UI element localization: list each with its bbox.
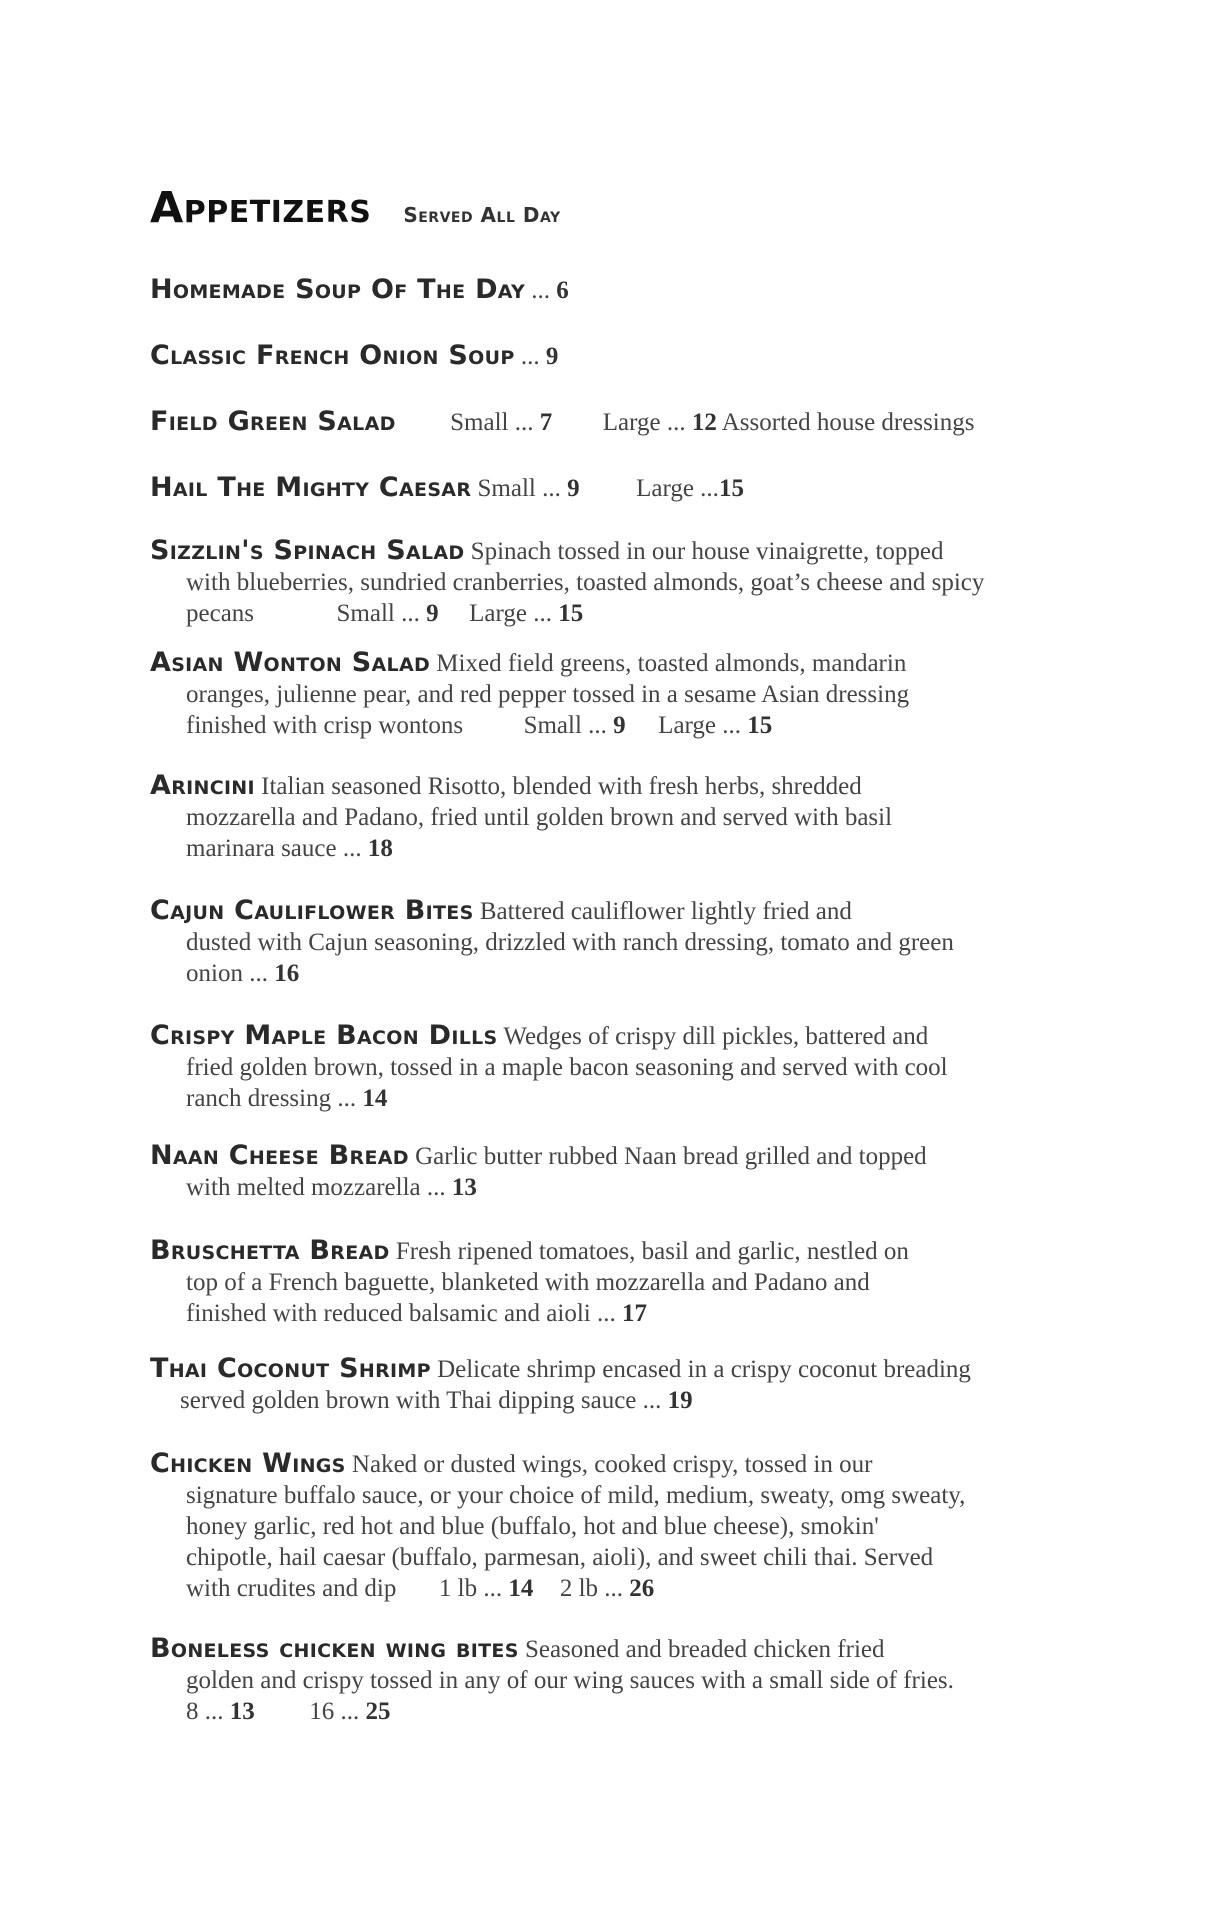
menu-item-chicken-wings: [150, 1448, 1055, 1604]
item-name: Field Green Salad: [150, 406, 396, 437]
option-1-label: 8 ...: [186, 1698, 224, 1725]
item-description: Fresh ripened tomatoes, basil and garlic, nestled on: [395, 1238, 909, 1265]
section-title: Appetizers: [150, 183, 372, 233]
item-description: honey garlic, red hot and blue (buffalo, hot and blue cheese), smokin': [186, 1513, 879, 1540]
large-price: 15: [747, 712, 773, 739]
small-label: Small ...: [523, 712, 607, 739]
item-description: Mixed field greens, toasted almonds, mandarin: [436, 650, 907, 677]
item-description: chipotle, hail caesar (buffalo, parmesan, aioli), and sweet chili thai. Served: [186, 1544, 934, 1571]
large-price: 15: [718, 475, 744, 502]
item-description: finished with crisp wontons: [186, 712, 464, 739]
item-description: Spinach tossed in our house vinaigrette, topped: [470, 538, 944, 565]
menu-item-thai-coconut-shrimp: [150, 1353, 1055, 1416]
option-1-price: 13: [229, 1698, 255, 1725]
large-label: Large ...: [469, 600, 552, 627]
item-description: with blueberries, sundried cranberries, toasted almonds, goat’s cheese and spicy: [186, 569, 985, 596]
menu-item-field-green-salad: [150, 406, 1055, 438]
item-name: Cajun Cauliflower Bites: [150, 895, 474, 926]
item-price: 18: [367, 835, 393, 862]
item-description: with melted mozzarella ...: [186, 1174, 446, 1201]
item-name: Chicken Wings: [150, 1448, 346, 1479]
item-price: 9: [545, 343, 559, 370]
item-description: Battered cauliflower lightly fried and: [479, 898, 852, 925]
item-name: Sizzlin's Spinach Salad: [150, 535, 465, 566]
menu-item-cajun-cauliflower: [150, 895, 1055, 989]
item-name: Boneless chicken wing bites: [150, 1633, 519, 1664]
item-price: 14: [362, 1085, 388, 1112]
item-price: 6: [556, 277, 569, 304]
item-description: Wedges of crispy dill pickles, battered and: [503, 1023, 929, 1050]
item-note: Assorted house dressings: [721, 409, 975, 436]
menu-item-french-onion-soup: [150, 340, 1055, 372]
small-price: 7: [539, 409, 553, 436]
large-label: Large ...: [636, 475, 719, 502]
item-description: ranch dressing ...: [186, 1085, 357, 1112]
item-description: oranges, julienne pear, and red pepper tossed in a sesame Asian dressing: [186, 681, 910, 708]
item-description: fried golden brown, tossed in a maple bacon seasoning and served with cool: [186, 1054, 948, 1081]
option-2-label: 2 lb ...: [559, 1575, 624, 1602]
item-dots: ...: [514, 343, 540, 370]
option-1-label: 1 lb ...: [438, 1575, 503, 1602]
menu-item-arincini: [150, 770, 1055, 864]
item-description: golden and crispy tossed in any of our wing sauces with a small side of fries.: [186, 1667, 954, 1694]
item-price: 19: [667, 1387, 693, 1414]
item-description: served golden brown with Thai dipping sauce ...: [180, 1387, 662, 1414]
menu-item-bruschetta-bread: [150, 1235, 1055, 1329]
option-1-price: 14: [508, 1575, 534, 1602]
item-description: marinara sauce ...: [186, 835, 362, 862]
item-description: mozzarella and Padano, fried until golden brown and served with basil: [186, 804, 893, 831]
item-description: Delicate shrimp encased in a crispy coconut breading: [437, 1356, 971, 1383]
option-2-price: 26: [629, 1575, 655, 1602]
item-name: Arincini: [150, 770, 255, 801]
small-label: Small ...: [336, 600, 420, 627]
item-description: finished with reduced balsamic and aioli ...: [186, 1300, 616, 1327]
item-price: 16: [274, 960, 300, 987]
item-description: signature buffalo sauce, or your choice of mild, medium, sweaty, omg sweaty,: [186, 1482, 966, 1509]
item-dots: ...: [525, 277, 551, 304]
menu-item-caesar: [150, 472, 1055, 504]
large-label: Large ...: [602, 409, 686, 436]
large-label: Large ...: [658, 712, 742, 739]
item-description: Seasoned and breaded chicken fried: [524, 1636, 885, 1663]
item-description: top of a French baguette, blanketed with mozzarella and Padano and: [186, 1269, 870, 1296]
item-name: Hail The Mighty Caesar: [150, 472, 472, 503]
menu-item-naan-cheese-bread: [150, 1140, 1055, 1203]
item-name: Bruschetta Bread: [150, 1235, 390, 1266]
small-price: 9: [567, 475, 580, 502]
item-name: Homemade Soup Of The Day: [150, 274, 526, 305]
small-price: 9: [426, 600, 439, 627]
menu-item-homemade-soup: [150, 274, 1055, 306]
item-name: Crispy Maple Bacon Dills: [150, 1020, 498, 1051]
option-2-price: 25: [365, 1698, 391, 1725]
large-price: 12: [691, 409, 717, 436]
large-price: 15: [558, 600, 584, 627]
section-header: [150, 183, 561, 233]
small-label: Small ...: [450, 409, 534, 436]
small-price: 9: [613, 712, 626, 739]
menu-item-maple-bacon-dills: [150, 1020, 1055, 1114]
item-description: dusted with Cajun seasoning, drizzled with ranch dressing, tomato and green: [186, 929, 954, 956]
option-2-label: 16 ...: [309, 1698, 360, 1725]
item-name: Naan Cheese Bread: [150, 1140, 409, 1171]
item-name: Asian Wonton Salad: [150, 647, 431, 678]
item-price: 13: [451, 1174, 477, 1201]
menu-item-boneless-wing-bites: [150, 1633, 1055, 1727]
item-description: Garlic butter rubbed Naan bread grilled and topped: [415, 1143, 927, 1170]
section-subtitle: Served All Day: [403, 203, 561, 227]
item-description: Naked or dusted wings, cooked crispy, tossed in our: [351, 1451, 873, 1478]
item-name: Thai Coconut Shrimp: [150, 1353, 431, 1384]
menu-item-spinach-salad: [150, 535, 1055, 629]
menu-item-asian-wonton-salad: [150, 647, 1055, 741]
item-name: Classic French Onion Soup: [150, 340, 515, 371]
item-description: pecans: [186, 600, 255, 627]
item-price: 17: [622, 1300, 647, 1327]
small-label: Small ...: [477, 475, 561, 502]
item-description: Italian seasoned Risotto, blended with fresh herbs, shredded: [261, 773, 862, 800]
item-description: onion ...: [186, 960, 268, 987]
item-description: with crudites and dip: [186, 1575, 397, 1602]
